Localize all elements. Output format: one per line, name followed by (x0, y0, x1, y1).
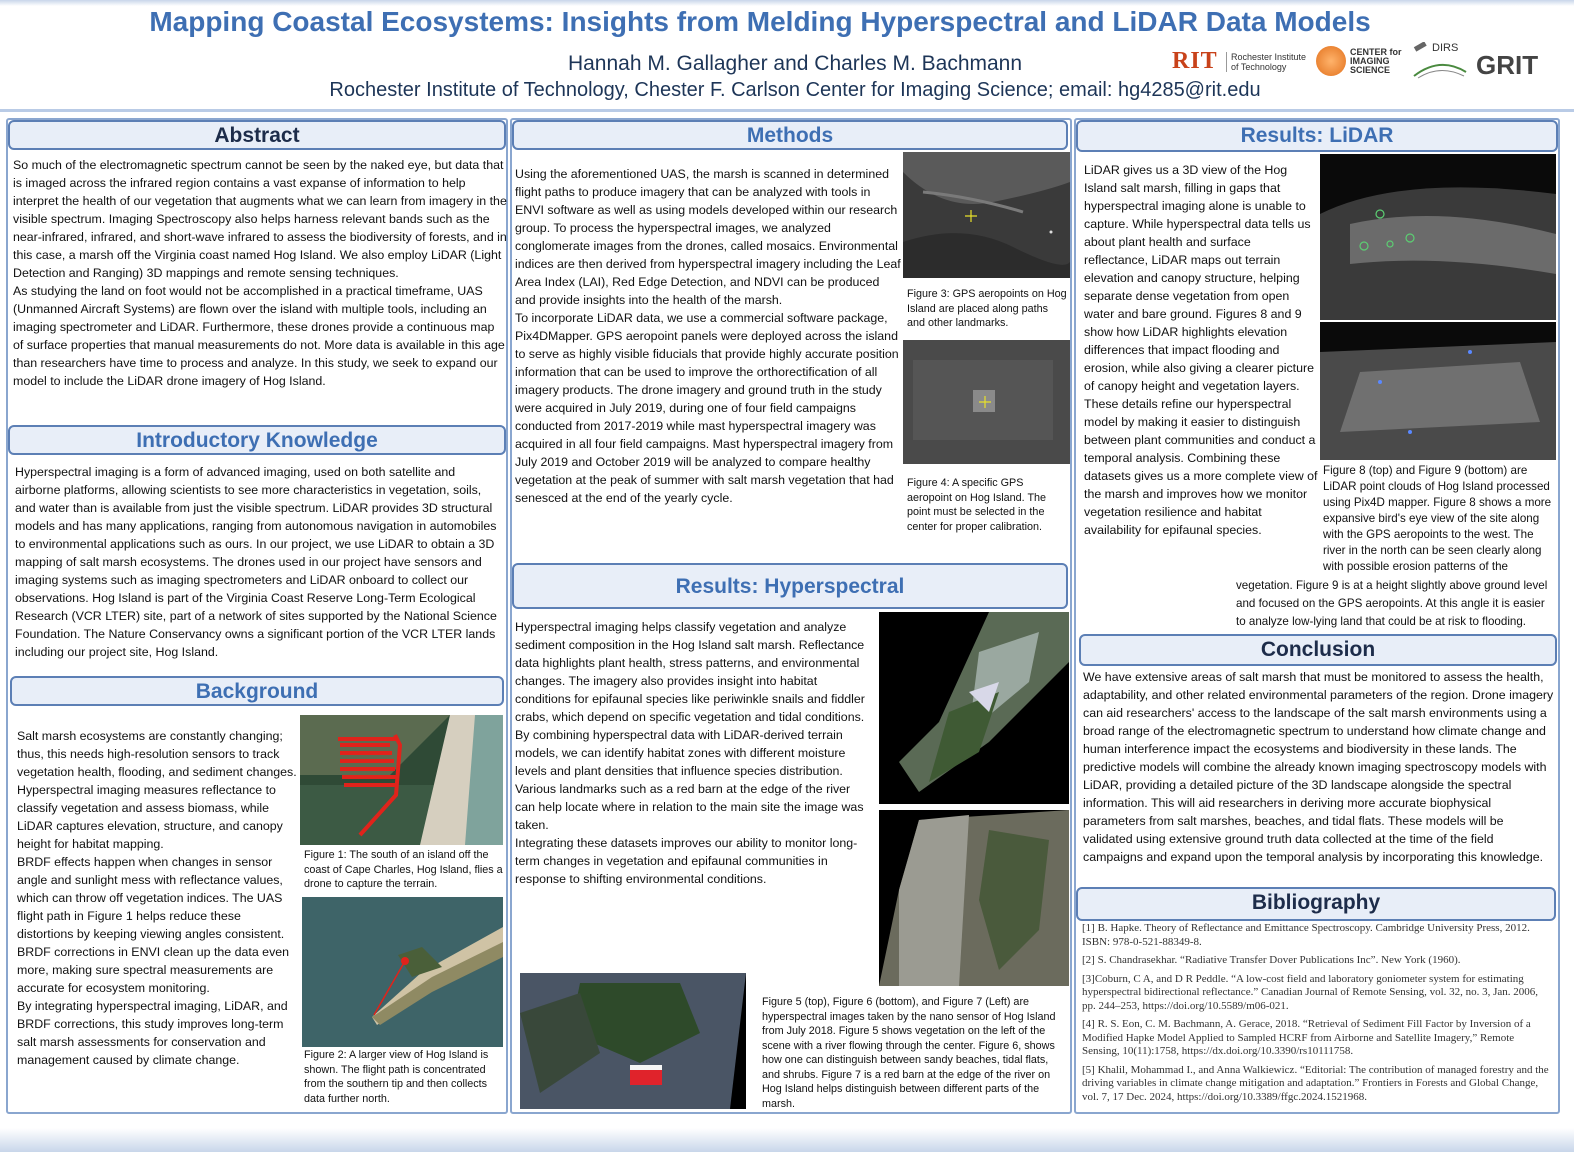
bibliography-ref-3: [3]Coburn, C A, and D R Peddle. “A low-cost field and laboratory goniometer system for estimating hyperspectral bidirectional reflectance.” Canadian Journal of Remote Sensing, vol. 32, no. 3, Jan. 2006, pp. 244–253, https://doi.org/10.5589/m06-021. (1082, 972, 1539, 1012)
figure-4-caption: Figure 4: A specific GPS aeropoint on Hog Island. The point must be selected in the center for proper calibration. (907, 477, 1047, 533)
figure-3-image (903, 152, 1070, 278)
figure-1-caption: Figure 1: The south of an island off the coast of Cape Charles, Hog Island, flies a drone to capture the terrain. (304, 849, 503, 890)
bibliography-list (1082, 922, 1554, 1109)
methods-heading: Methods (512, 120, 1068, 150)
bibliography-ref-4: [4] R. S. Eon, C. M. Bachmann, A. Gerace, 2018. “Retrieval of Sediment Fill Factor by Inversion of a Modified Hapke Model Applied to Sampled HCRF from Airborne and Satellite Imagery,” Remote Sensing, 10(11):1758, https://dx.doi.org/10.3390/rs10111758. (1082, 1018, 1531, 1057)
dirs-logo-text: DIRS (1432, 42, 1459, 54)
cis-logo-icon (1316, 46, 1346, 76)
figure-8-9-caption-continued: vegetation. Figure 9 is at a height slightly above ground level and focused on the GPS aeropoints. At this angle it is easier to analyze low-lying land that could be at risk to flooding. (1236, 579, 1548, 628)
results-lidar-heading: Results: LiDAR (1076, 120, 1558, 152)
lidar-point-cloud-8 (1320, 154, 1556, 320)
figure-8-9-caption: Figure 8 (top) and Figure 9 (bottom) are LiDAR point clouds of Hog Island processed using Pix4D mapper. Figure 8 shows a more expansive bird's eye view of the site along with the GPS aeropoints to the west. The river in the north can be seen clearly along with possible erosion patterns of the (1323, 464, 1552, 573)
figure-8-image (1320, 154, 1556, 320)
background-text (17, 727, 299, 1069)
bibliography-ref-1: [1] B. Hapke. Theory of Reflectance and Emittance Spectroscopy. Cambridge University Press, 2012. ISBN: 978-0-521-88349-8. (1082, 922, 1530, 948)
rit-logo-subtitle: Rochester Institute of Technology (1226, 52, 1306, 72)
logo-strip (1170, 42, 1570, 84)
bibliography-ref-2: [2] S. Chandrasekhar. “Radiative Transfer Dover Publications Inc”. New York (1960). (1082, 954, 1461, 966)
figure-3-caption: Figure 3: GPS aeropoints on Hog Island are placed along paths and other landmarks. (907, 288, 1067, 329)
poster-header (0, 0, 1574, 112)
background-heading: Background (10, 676, 504, 706)
poster-authors: Hannah M. Gallagher and Charles M. Bachmann (567, 52, 1023, 75)
island-overview-map (302, 897, 503, 1047)
figure-7-image (520, 973, 746, 1109)
cis-logo (1316, 42, 1408, 82)
bibliography-ref-5: [5] Khalil, Mohammad I., and Anna Walkiewicz. “Editorial: The contribution of managed forestry and the driving variables in climate change mitigation and adaptation.” Frontiers in Forests and Global Change, vol. 7, 17 Dec. 2024, https://doi.org/10.3389/ffgc.2024.1521968. (1082, 1063, 1549, 1103)
aeropoint-closeup (903, 340, 1070, 464)
figure-2-caption: Figure 2: A larger view of Hog Island is shown. The flight path is concentrated from the southern tip and then collects data further north. (304, 1049, 489, 1105)
results-lidar-text: LiDAR gives us a 3D view of the Hog Island salt marsh, filling in gaps that hyperspectral imaging alone is unable to capture. While hyperspectral data tells us about plant health and surface reflectance, LiDAR maps out terrain elevation and canopy structure, helping separate dense vegetation from open water and bare ground. Figures 8 and 9 show how LiDAR highlights elevation differences that impact flooding and erosion, while also giving a clearer picture of canopy height and vegetation layers. These details refine our hyperspectral model by making it easier to distinguish between plant communities and conduct a temporal analysis. Combining these datasets gives us a more complete view of the marsh and improves how we monitor vegetation resilience and habitat availability for epifaunal species. (1084, 163, 1318, 537)
hyperspectral-scene-6 (879, 810, 1069, 986)
methods-text (515, 165, 901, 507)
figure-9-image (1320, 322, 1556, 460)
grit-logo (1476, 42, 1540, 82)
results-hyperspectral-paragraph-1: Hyperspectral imaging helps classify vegetation and analyze sediment composition in the Hog Island salt marsh. Reflectance data highlights plant health, stress patterns, and environmental changes. The imagery also provides insight into habitat conditions for epifaunal species like periwinkle snails and fiddler crabs, which depend on specific vegetation and tidal conditions. (515, 620, 865, 724)
conclusion-heading: Conclusion (1079, 634, 1557, 666)
results-hyperspectral-paragraph-3: Integrating these datasets improves our ability to monitor long-term changes in vegetation and epifaunal communities in response to shifting environmental conditions. (515, 836, 858, 886)
grit-logo-text: GRIT (1476, 50, 1539, 80)
conclusion-text: We have extensive areas of salt marsh that must be monitored to assess the health, adaptability, and other related environmental parameters of the region. Drone imagery can aid researchers' access to the landscape of the salt marsh environments using a broad range of the electromagnetic spectrum to understand how climate change and human interference impact the ecosystems and biodiversity in these lands. The predictive models will combine the already known imaging spectroscopy models with LiDAR, providing a detailed picture of the 3D landscape alongside the spectral information. This will aid researchers in deriving more accurate biophysical parameters from salt marshes, beaches, and tidal flats. These models will be validated using extensive ground truth data collected at the time of the field campaigns and expand upon the temporal analysis by incorporating this knowledge. (1083, 670, 1554, 864)
bibliography-heading: Bibliography (1076, 887, 1556, 921)
rit-logo-text: RIT (1172, 48, 1218, 74)
abstract-paragraph-1: So much of the electromagnetic spectrum cannot be seen by the naked eye, but data that is imaged across the infrared region contains a vast expanse of information to help interpret the health of our vegetation that augments what we can learn from imagery in the visible spectrum. Imaging Spectroscopy also helps harness relevant bands such as the near-infrared, infrared, and short-wave infrared to assess the biodiversity of forests, and in this case, a marsh off the Virginia coast named Hog Island. We also employ LiDAR (Light Detection and Ranging) 3D mappings and remote sensing techniques. (13, 158, 507, 280)
red-barn-scene (520, 973, 746, 1109)
figure-2-image (302, 897, 503, 1047)
lidar-point-cloud-9 (1320, 322, 1556, 460)
cis-logo-text: CENTER for IMAGING SCIENCE (1350, 47, 1402, 75)
figure-5-image (879, 612, 1069, 804)
abstract-paragraph-2: As studying the land on foot would not be accomplished in a practical timeframe, UAS (Unmanned Aircraft Systems) are flown over the island with multiple tools, including an imaging spectrometer and LiDAR. Furthermore, these drones provide a continuous map of surface properties that manual measurements do not. More data is available in this age than researchers have time to process and analyze. In this study, we seek to expand our model to include the LiDAR drone imagery of Hog Island. (13, 284, 505, 388)
aeropoint-map (903, 152, 1070, 278)
hyperspectral-scene-5 (879, 612, 1069, 804)
intro-heading: Introductory Knowledge (8, 425, 506, 455)
figure-6-image (879, 810, 1069, 986)
flight-path-map (300, 715, 503, 845)
background-paragraph-3: By integrating hyperspectral imaging, LiDAR, and BRDF corrections, this study improves long-term salt marsh assessments for conservation and management caused by climate change. (17, 999, 288, 1067)
methods-paragraph-2: To incorporate LiDAR data, we use a commercial software package, Pix4DMapper. GPS aeropoint panels were deployed across the island to serve as highly visible fiducials that provide highly accurate position information that can be used to improve the orthorectification of all imagery products. The drone imagery and ground truth in the study were acquired in July 2019, during one of four field campaigns conducted from 2017-2019 while mast hyperspectral imagery was acquired in all four field campaigns. Mast hyperspectral imagery from July 2019 and October 2019 will be analyzed to compare healthy vegetation at the peak of summer with salt marsh vegetation that had senesced at the end of the yearly cycle. (515, 311, 899, 505)
rit-logo (1172, 42, 1310, 82)
results-hyperspectral-paragraph-2: By combining hyperspectral data with LiDAR-derived terrain models, we can identify habitat zones with different moisture levels and plant densities that influence species distribution. Various landmarks such as a red barn at the edge of the river can help locate where in relation to the main site the image was taken. (515, 728, 864, 832)
figure-4-image (903, 340, 1070, 464)
abstract-heading: Abstract (8, 120, 506, 150)
figure-5-6-7-caption: Figure 5 (top), Figure 6 (bottom), and Figure 7 (Left) are hyperspectral images taken by the nano sensor of Hog Island from July 2018. Figure 5 shows vegetation on the left of the scene with a river flowing through the center. Figure 6, shows how one can distinguish between sandy beaches, tidal flats, and shrubs. Figure 7 is a red barn at the edge of the river on Hog Island helps distinguish between different parts of the marsh. (762, 996, 1056, 1110)
results-hyperspectral-heading: Results: Hyperspectral (512, 563, 1068, 609)
intro-text: Hyperspectral imaging is a form of advanced imaging, used on both satellite and airborne platforms, allowing scientists to see more characteristics in vegetation, soils, and water than is available from just the visible spectrum. LiDAR provides 3D structural models and has many applications, ranging from autonomous navigation in automobiles to environmental applications such as ours. In our project, we use LiDAR to obtain a 3D mapping of salt marsh ecosystems. The drones used in our project have sensors and imaging systems such as imaging spectrometers and LiDAR onboard to collect our observations. Hog Island is part of the Virginia Coast Reserve Long-Term Ecological Research (VCR LTER) site, part of a network of sites supported by the National Science Foundation. The Nature Conservancy owns a significant portion of the VCR LTER lands including our project site, Hog Island. (15, 465, 497, 659)
results-hyperspectral-text (515, 618, 871, 888)
poster-title: Mapping Coastal Ecosystems: Insights from Melding Hyperspectral and LiDAR Data Models (149, 6, 1371, 37)
methods-paragraph-1: Using the aforementioned UAS, the marsh is scanned in determined flight paths to produce imagery that can be analyzed with tools in ENVI software as well as using models developed within our research group. To process the hyperspectral images, we analyzed conglomerate images from the drones, called mosaics. Environmental indices are then derived from hyperspectral imagery including the Leaf Area Index (LAI), Red Edge Detection, and NDVI can be produced and provide insights into the health of the marsh. (515, 167, 901, 307)
background-paragraph-1: Salt marsh ecosystems are constantly changing; thus, this needs high-resolution sensors to track vegetation health, flooding, and sediment changes. Hyperspectral imaging measures reflectance to classify vegetation and assess biomass, while LiDAR captures elevation, structure, and canopy height for habitat mapping. (17, 729, 297, 851)
dirs-logo (1410, 42, 1472, 82)
figure-1-image (300, 715, 503, 845)
poster-affiliation: Rochester Institute of Technology, Chester F. Carlson Center for Imaging Science; email: hg4285@rit.edu (329, 79, 1261, 101)
background-paragraph-2: BRDF effects happen when changes in sensor angle and sunlight mess with reflectance values, which can throw off vegetation indices. The UAS flight path in Figure 1 helps reduce these distortions by keeping viewing angles consistent. BRDF corrections in ENVI clean up the data even more, making sure spectral measurements are accurate for ecosystem monitoring. (17, 855, 290, 995)
footer-band (0, 1128, 1574, 1152)
abstract-text (13, 156, 507, 390)
